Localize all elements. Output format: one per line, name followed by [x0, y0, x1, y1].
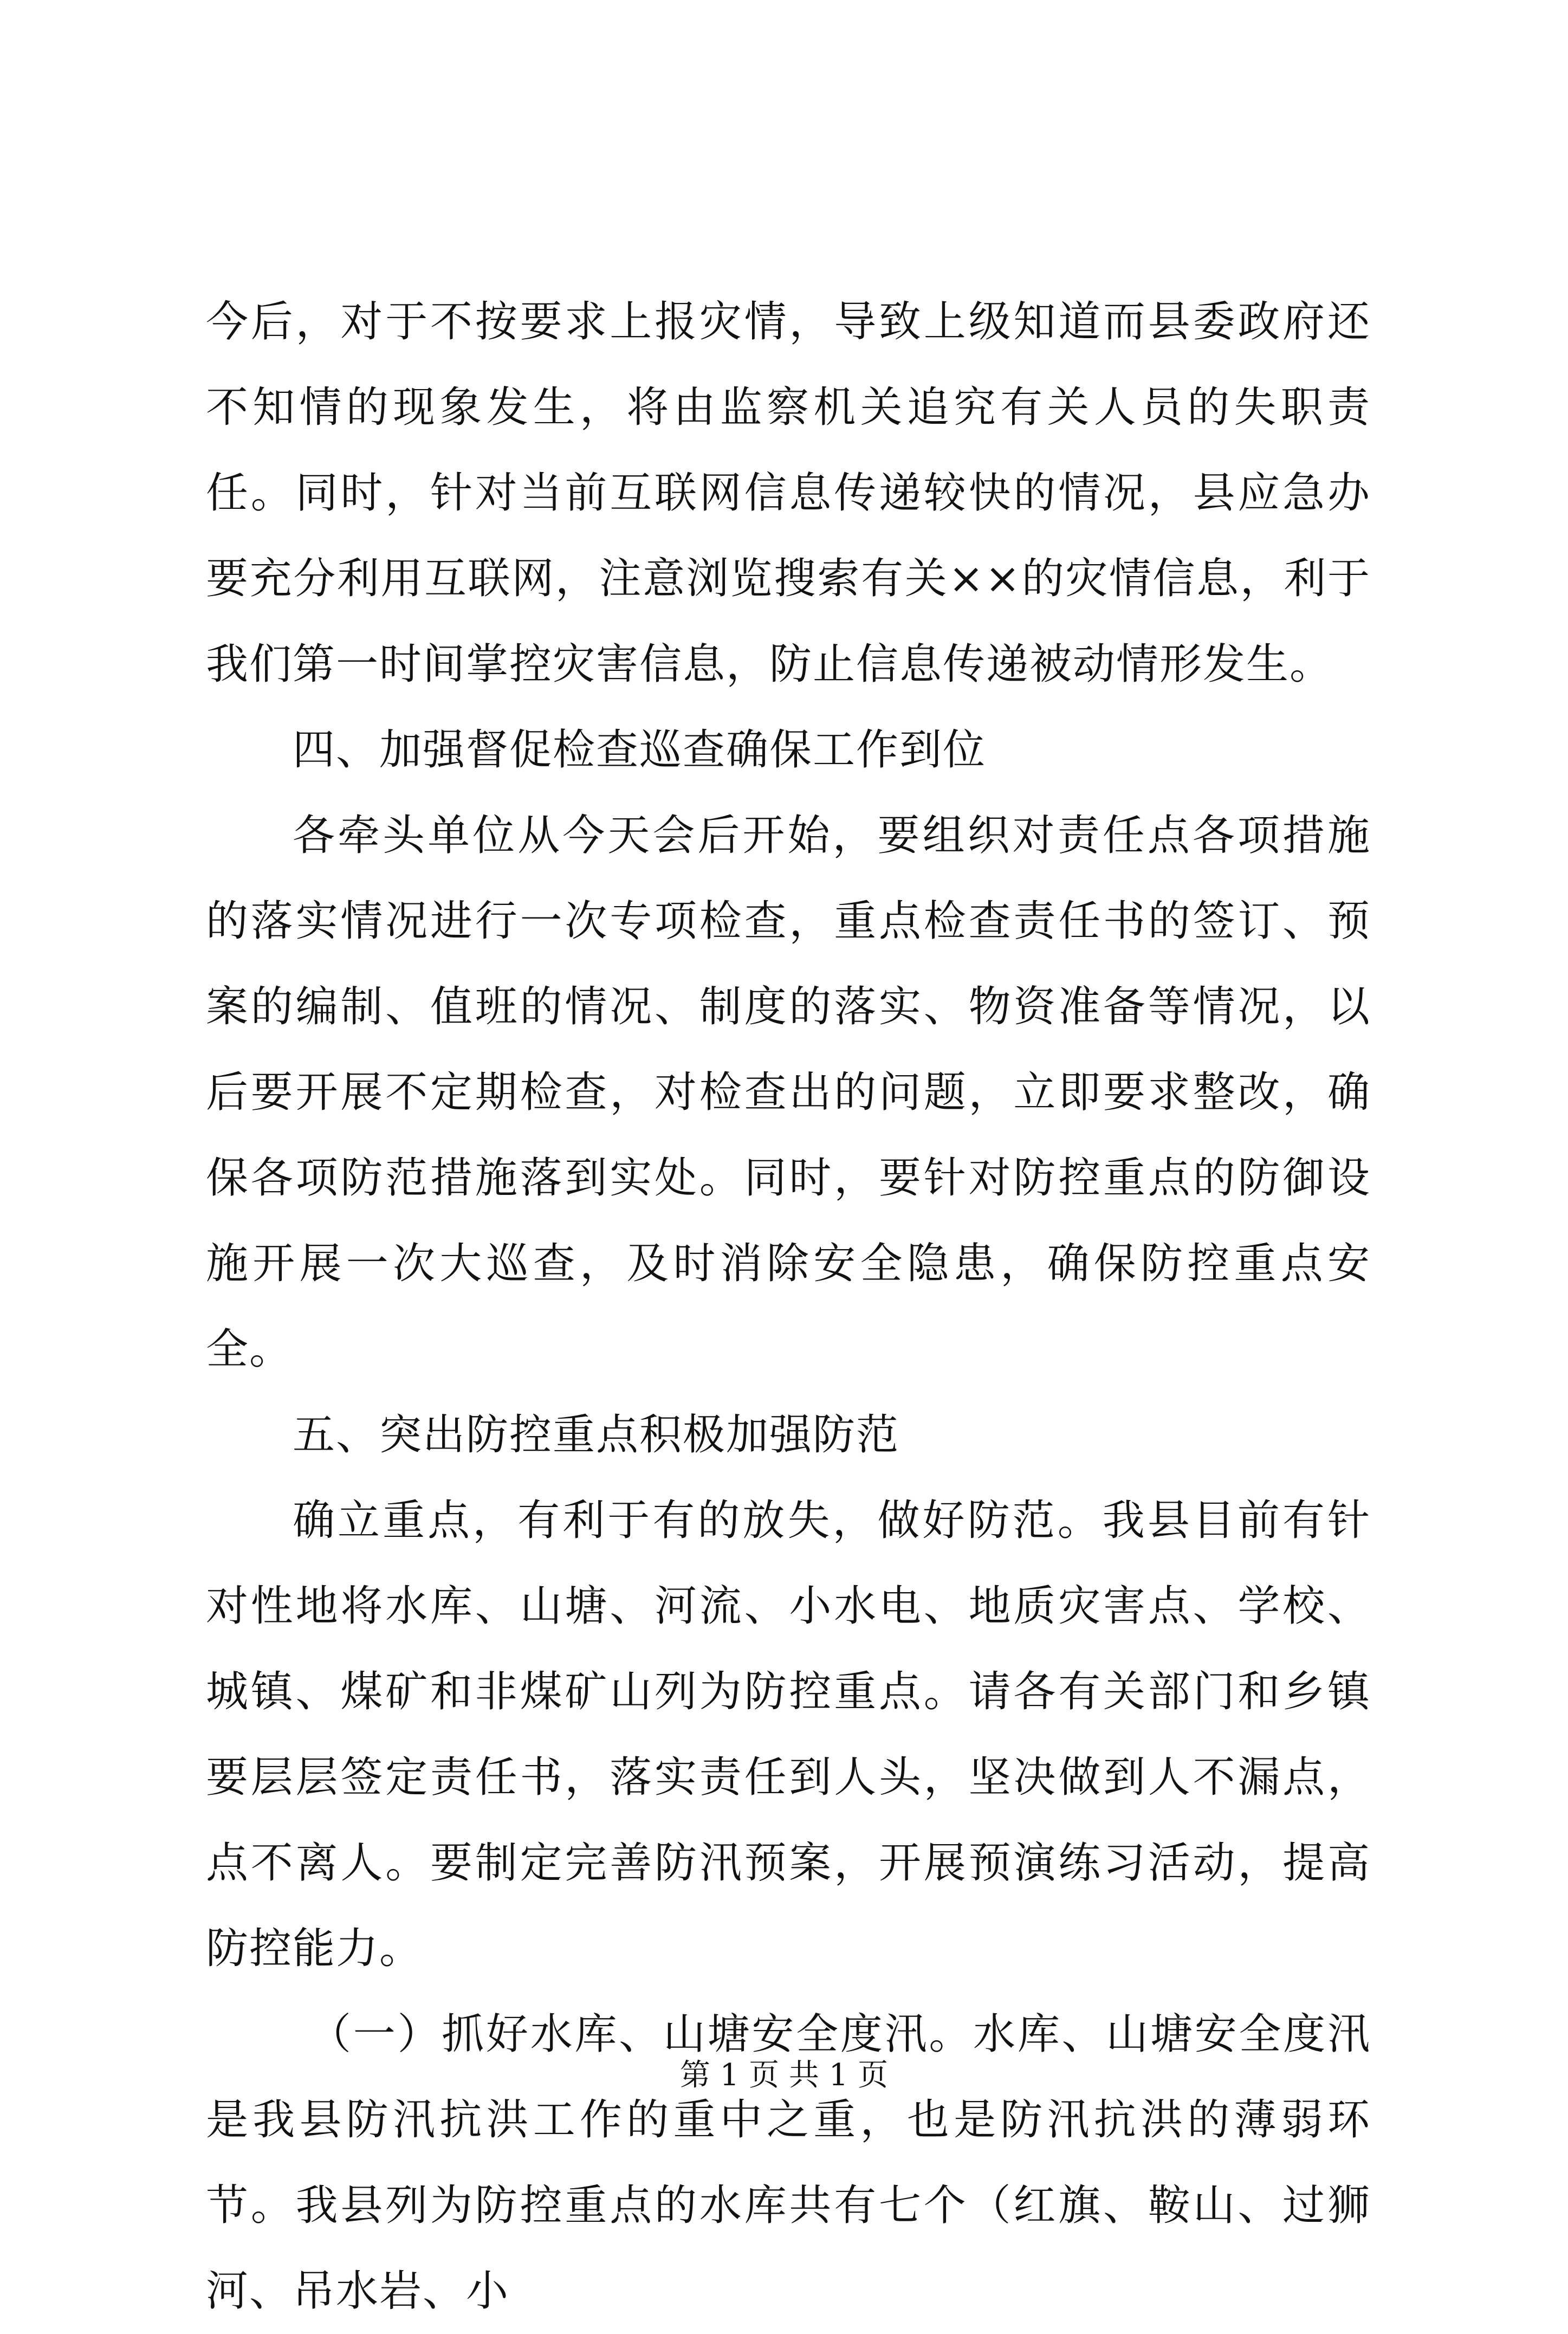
page-footer: 第 1 页 共 1 页	[679, 2058, 889, 2093]
document-body	[206, 279, 1371, 2334]
paragraph-inspection: 各牵头单位从今天会后开始，要组织对责任点各项措施的落实情况进行一次专项检查，重点检查责任书的签订、预案的编制、值班的情况、制度的落实、物资准备等情况，以后要开展不定期检查，对检查出的问题，立即要求整改，确保各项防范措施落到实处。同时，要针对防控重点的防御设施开展一次大巡查，及时消除安全隐患，确保防控重点安全。	[206, 811, 1371, 1374]
section-heading-4: 四、加强督促检查巡查确保工作到位	[293, 726, 987, 774]
section-heading-5: 五、突出防控重点积极加强防范	[293, 1411, 900, 1459]
paragraph-reservoir-safety: （一）抓好水库、山塘安全度汛。水库、山塘安全度汛是我县防汛抗洪工作的重中之重，也是防汛抗洪的薄弱环节。我县列为防控重点的水库共有七个（红旗、鞍山、过狮河、吊水岩、小	[206, 2010, 1371, 2316]
paragraph-prevention-focus: 确立重点，有利于有的放失，做好防范。我县目前有针对性地将水库、山塘、河流、小水电、地质灾害点、学校、城镇、煤矿和非煤矿山列为防控重点。请各有关部门和乡镇要层层签定责任书，落实责任到人头，坚决做到人不漏点，点不离人。要制定完善防汛预案，开展预演练习活动，提高防控能力。	[206, 1496, 1371, 1973]
paragraph-disaster-reporting: 今后，对于不按要求上报灾情，导致上级知道而县委政府还不知情的现象发生，将由监察机关追究有关人员的失职责任。同时，针对当前互联网信息传递较快的情况，县应急办要充分利用互联网，注意浏览搜索有关××的灾情信息，利于我们第一时间掌控灾害信息，防止信息传递被动情形发生。	[206, 298, 1371, 689]
